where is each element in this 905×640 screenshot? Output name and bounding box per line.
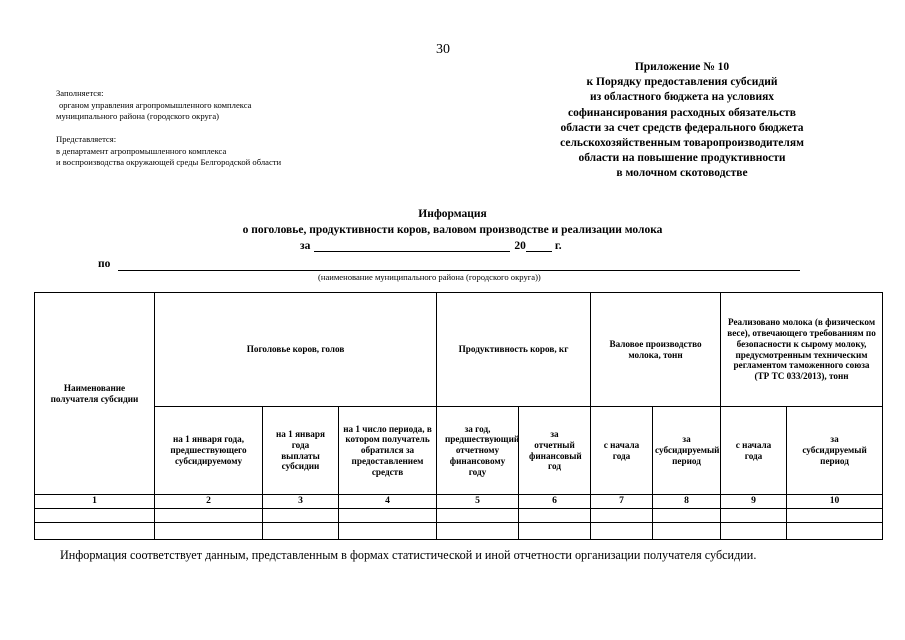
header-productivity: Продуктивность коров, кг (437, 293, 591, 407)
column-number: 5 (437, 495, 519, 509)
table-cell[interactable] (263, 523, 339, 540)
column-number: 6 (519, 495, 591, 509)
year-prefix: 20 (514, 240, 526, 252)
table-row (35, 523, 883, 540)
table-cell[interactable] (263, 509, 339, 523)
column-number: 7 (591, 495, 653, 509)
period-line (300, 239, 562, 252)
column-number-row (35, 495, 883, 509)
column-number: 8 (653, 495, 721, 509)
table-cell[interactable] (339, 509, 437, 523)
appendix-line: к Порядку предоставления субсидий (586, 76, 778, 89)
table-cell[interactable] (721, 523, 787, 540)
filled-by-block (56, 88, 251, 123)
year-blank[interactable] (526, 239, 552, 252)
municipality-prefix: по (98, 258, 111, 270)
subheader-jan1-prev-year: на 1 января года, предшествующего субсидируемому (155, 407, 263, 495)
municipality-caption: (наименование муниципального района (городского округа)) (318, 272, 541, 282)
header-milk-sold: Реализовано молока (в физическом весе), отвечающего требованиям по безопасности к сырому молоку, предусмотренным техническим регламентом таможенного союза (ТР ТС 033/2013), тонн (721, 293, 883, 407)
column-number: 10 (787, 495, 883, 509)
filled-by-line: органом управления агропромышленного комплекса (59, 99, 252, 110)
column-number: 2 (155, 495, 263, 509)
table-cell[interactable] (155, 509, 263, 523)
table-cell[interactable] (519, 523, 591, 540)
subheader-report-fin-year: за отчетный финансовый год (519, 407, 591, 495)
subheader-sold-subsidized: за субсидируемый период (787, 407, 883, 495)
header-gross-production: Валовое производство молока, тонн (591, 293, 721, 407)
footnote: Информация соответствует данным, представленным в формах статистической и иной отчетности организации получателя субсидии. (60, 548, 757, 562)
subheader-gross-subsidized: за субсидируемый период (653, 407, 721, 495)
subheader-prev-fin-year: за год, предшествующий отчетному финансовому году (437, 407, 519, 495)
table-row (35, 509, 883, 523)
table-cell[interactable] (653, 509, 721, 523)
period-blank[interactable] (314, 239, 510, 252)
table-cell[interactable] (787, 509, 883, 523)
column-number: 3 (263, 495, 339, 509)
appendix-line: из областного бюджета на условиях (589, 91, 775, 104)
appendix-line: в молочном скотоводстве (616, 167, 748, 180)
filled-by-label: Заполняется: (56, 88, 104, 98)
appendix-header (546, 60, 818, 182)
table-cell[interactable] (339, 523, 437, 540)
subheader-jan1-payment-year: на 1 января года выплаты субсидии (263, 407, 339, 495)
header-recipient: Наименование получателя субсидии (35, 293, 155, 495)
appendix-line: Приложение № 10 (634, 61, 730, 73)
subheader-sold-ytd: с начала года (721, 407, 787, 495)
subheader-period-start: на 1 число периода, в котором получатель обратился за предоставлением средств (339, 407, 437, 495)
column-number: 9 (721, 495, 787, 509)
submitted-to-line: в департамент агропромышленного комплекса (56, 145, 227, 156)
table-cell[interactable] (437, 523, 519, 540)
table-cell[interactable] (155, 523, 263, 540)
table-cell[interactable] (653, 523, 721, 540)
doc-title: Информация (418, 208, 487, 220)
table-cell[interactable] (591, 523, 653, 540)
table-cell[interactable] (721, 509, 787, 523)
table-cell[interactable] (519, 509, 591, 523)
submitted-to-label: Представляется: (56, 134, 117, 144)
appendix-line: сельскохозяйственным товаропроизводителям (560, 137, 804, 150)
table-cell[interactable] (35, 509, 155, 523)
data-table (34, 292, 883, 540)
appendix-line: области на повышение продуктивности (578, 152, 786, 165)
submitted-to-block (56, 134, 281, 169)
municipality-blank[interactable] (118, 270, 800, 271)
table-cell[interactable] (787, 523, 883, 540)
appendix-line: софинансирования расходных обязательств (568, 106, 796, 119)
subheader-gross-ytd: с начала года (591, 407, 653, 495)
period-prefix: за (300, 240, 311, 252)
table-cell[interactable] (591, 509, 653, 523)
appendix-line: области за счет средств федерального бюджета (560, 121, 804, 134)
filled-by-line: муниципального района (городского округа) (56, 111, 219, 121)
table-cell[interactable] (35, 523, 155, 540)
page-number: 30 (436, 42, 450, 57)
column-number: 4 (339, 495, 437, 509)
submitted-to-line: и воспроизводства окружающей среды Белгородской области (56, 157, 282, 167)
doc-subtitle: о поголовье, продуктивности коров, валовом производстве и реализации молока (242, 224, 663, 236)
column-number: 1 (35, 495, 155, 509)
table-cell[interactable] (437, 509, 519, 523)
year-suffix: г. (554, 240, 562, 252)
header-livestock: Поголовье коров, голов (155, 293, 437, 407)
